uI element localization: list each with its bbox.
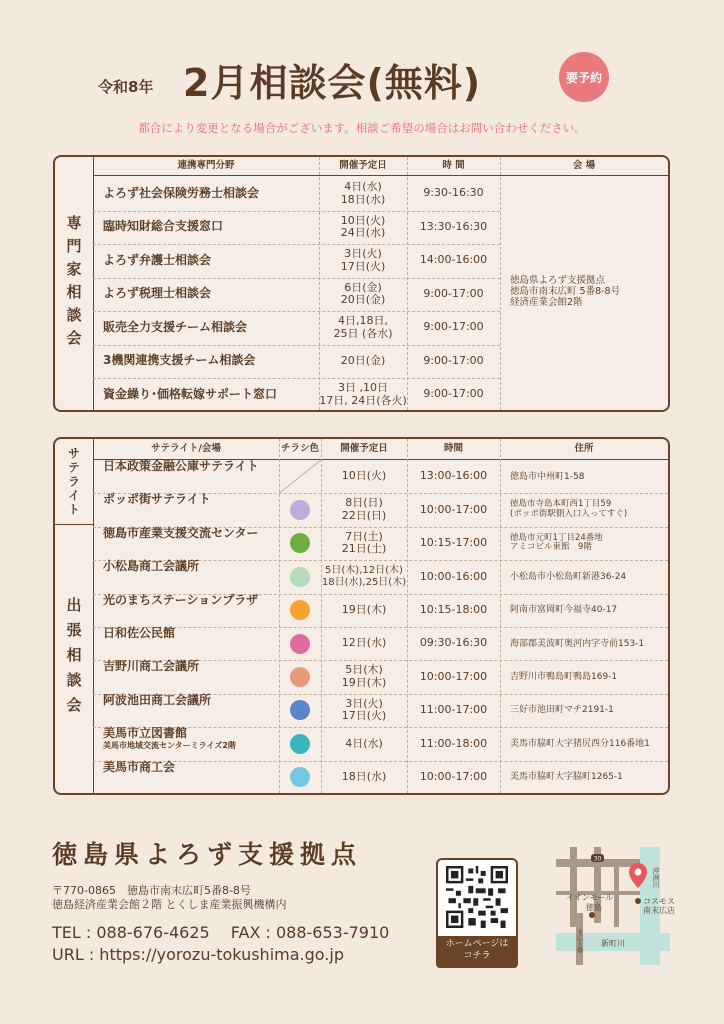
satellite-row [93,694,668,727]
expert-field-name: 資金繰り･価格転嫁サポート窓口 [103,386,278,401]
satellite-header-color: チラシ色 [280,442,319,454]
empty-color-slash [279,460,321,493]
contact-phone-fax: TEL : 088-676-4625 FAX : 088-653-7910 [52,923,390,942]
expert-side-label: 専門家相談会 [64,214,83,353]
expert-row [93,345,500,379]
satellite-row [93,727,668,760]
satellite-row [93,460,668,493]
satellite-address: 徳島市元町1丁目24番地 アミコビル東館 9階 [510,532,603,553]
satellite-row [93,594,668,627]
map-graphic [556,847,675,965]
expert-time: 9:00-17:00 [423,320,484,334]
satellite-address: 徳島市中州町1-58 [510,471,585,482]
satellite-header-date: 開催予定日 [340,442,388,454]
satellite-time: 10:00-16:00 [419,569,488,583]
expert-table [53,155,670,412]
satellite-venue-cell [93,761,279,794]
flyer-color-dot [290,667,310,687]
flyer-color-dot [290,500,310,520]
expert-time: 9:00-17:00 [423,353,484,367]
expert-date: 3日 ,10日 17日, 24日(各火) [319,381,407,407]
flyer-color-dot [290,734,310,754]
satellite-venue-name: 美馬市商工会 [103,759,176,774]
expert-venue: 徳島県よろず支援拠点 徳島市南末広町 5番8-8号 経済産業会館2階 [510,274,621,308]
flyer-color-cell [279,594,321,627]
satellite-venue-name: 徳島市産業支援交流センター [103,525,259,540]
reservation-badge: 要予約 [559,52,609,102]
satellite-address: 美馬市脇町大字脇町1265-1 [510,772,623,783]
flyer-color-dot [290,700,310,720]
satellite-venue-name: ポッポ街サテライト [103,492,211,507]
satellite-time: 10:15-18:00 [419,602,488,616]
page-title: 2月相談会(無料) [183,61,482,105]
satellite-header-venue: サテライト/会場 [151,442,221,454]
era-label: 令和8年 [98,78,154,96]
outreach-side-label: 出張相談会 [64,596,83,722]
location-map [556,847,675,965]
satellite-date: 12日(水) [341,636,387,650]
map-bridge-label: 末広大橋 [575,929,583,953]
satellite-date: 7日(土) 21日(土) [341,529,387,556]
expert-date: 4日(水) 18日(水) [340,180,386,206]
satellite-venue-cell [93,627,279,660]
expert-header-time: 時 間 [442,159,465,171]
satellite-address: 三好市池田町マチ2191-1 [510,705,614,716]
expert-time: 9:00-17:00 [423,387,484,401]
expert-row [93,378,500,412]
map-river-2-label: 新町川 [601,939,625,948]
expert-date: 20日(金) [340,353,386,367]
satellite-address: 海部郡美波町奥河内字寺前153-1 [510,638,645,649]
expert-row [93,177,500,211]
satellite-venue-cell [93,460,279,493]
flyer-color-cell [279,694,321,727]
map-landmark-label-1: コスモス [643,897,675,906]
satellite-venue-name: 日和佐公民館 [103,626,176,640]
satellite-time: 13:00-16:00 [419,469,488,483]
satellite-address: 小松島市小松島町新港36-24 [510,571,627,582]
satellite-venue-name: 吉野川商工会議所 [103,659,200,674]
organization-name: 徳島県よろず支援拠点 [52,840,363,869]
satellite-venue-cell [93,527,279,560]
expert-time: 14:00-16:00 [419,253,488,267]
satellite-date: 10日(火) [341,469,387,483]
map-landmark-label-2: 南末広店 [643,906,675,915]
satellite-date: 19日(木) [341,602,387,616]
satellite-address: 美馬市脇町大字猪尻西分116番地1 [510,738,650,749]
expert-field-name: 3機関連携支援チーム相談会 [103,353,256,368]
expert-row [93,244,500,278]
flyer-color-cell [279,560,321,593]
flyer-color-cell [279,493,321,526]
satellite-venue-name: 阿波池田商工会議所 [103,692,212,707]
expert-field-name: よろず社会保険労務士相談会 [103,185,260,200]
flyer-color-cell [279,527,321,560]
qr-label [436,936,518,968]
satellite-venue-cell [93,727,279,760]
expert-field-name: よろず弁護士相談会 [103,252,212,267]
expert-date: 10日(火) 24日(水) [340,213,386,240]
expert-row [93,211,500,245]
expert-field-name: よろず税理士相談会 [103,286,212,301]
flyer-color-cell [279,727,321,760]
satellite-row [93,761,668,794]
flyer-color-cell [279,660,321,693]
satellite-date: 5日(木),12日(木) 18日(水),25日(木) [321,565,407,588]
expert-date: 4日,18日, 25日 (各水) [333,314,393,340]
flyer-color-cell [279,627,321,660]
expert-row [93,311,500,345]
satellite-address: 徳島市寺島本町西1丁目59 (ポッポ街駅側入口入ってすぐ) [510,499,628,520]
expert-time: 9:30-16:30 [423,186,484,200]
expert-header-field: 連携専門分野 [177,159,235,171]
satellite-venue-cell [93,560,279,593]
satellite-time: 10:00-17:00 [419,502,488,516]
qr-label-text: ホームページは コチラ [445,939,509,961]
satellite-time: 10:00-17:00 [419,669,488,683]
expert-time: 13:30-16:30 [419,219,488,233]
satellite-venue-cell [93,493,279,526]
satellite-time: 10:15-17:00 [419,536,488,550]
satellite-time: 11:00-17:00 [419,703,488,717]
expert-field-name: 販売全力支援チーム相談会 [103,319,248,334]
satellite-time: 09:30-16:30 [419,636,488,650]
map-station-label: 徳島 [586,903,602,912]
satellite-row [93,660,668,693]
expert-date: 3日(火) 17日(火) [340,247,386,273]
satellite-row [93,560,668,593]
flyer-color-cell [279,460,321,493]
satellite-time: 11:00-18:00 [419,736,488,750]
satellite-row [93,527,668,560]
expert-header-venue: 会 場 [572,159,596,171]
qr-code-icon [446,866,508,928]
satellite-header-time: 時間 [443,442,463,454]
satellite-address: 阿南市富岡町今福寺40-17 [510,605,618,616]
flyer-color-dot [290,767,310,787]
flyer-color-dot [290,533,310,553]
notice-text: 都合により変更となる場合がございます。相談ご希望の場合はお問い合わせください。 [138,121,586,135]
satellite-address: 吉野川市鴨島町鴨島169-1 [510,671,618,682]
expert-date: 6日(金) 20日(金) [340,280,386,307]
map-mall-label: イオンモール [566,893,614,902]
expert-header-date: 開催予定日 [339,159,387,171]
satellite-date: 8日(日) 22日(日) [341,496,387,523]
satellite-header-address: 住所 [574,442,594,454]
address-line-2: 徳島経済産業会館２階 とくしま産業振興機構内 [52,898,287,911]
satellite-row [93,493,668,526]
satellite-venue-cell [93,660,279,693]
flyer-color-cell [279,761,321,794]
satellite-venue-cell [93,594,279,627]
satellite-date: 18日(水) [341,769,387,783]
map-river-1-label: 沖洲川 [652,867,660,888]
satellite-venue-name: 小松島商工会議所 [103,559,200,574]
satellite-table [53,437,670,795]
satellite-venue-name: 美馬市立図書館 [103,726,188,741]
address-line-1: 〒770-0865 徳島市南末広町5番8-8号 [52,884,251,897]
satellite-venue-sub: 美馬市地域交流センターミライズ2階 [103,740,236,750]
expert-time: 9:00-17:00 [423,286,484,300]
satellite-venue-name: 光のまちステーションプラザ [103,592,259,607]
website-url[interactable]: URL : https://yorozu-tokushima.go.jp [52,945,344,964]
flyer-color-dot [290,600,310,620]
satellite-venue-cell [93,694,279,727]
satellite-time: 10:00-17:00 [419,769,488,783]
satellite-date: 4日(水) [345,736,383,750]
map-route-label: 30 [593,855,602,863]
expert-field-name: 臨時知財総合支援窓口 [103,219,224,234]
satellite-venue-name: 日本政策金融公庫サテライト [103,459,259,473]
satellite-date: 5日(木) 19日(木) [341,663,387,690]
satellite-date: 3日(火) 17日(火) [341,696,387,723]
flyer-color-dot [290,567,310,587]
expert-row [93,278,500,312]
satellite-row [93,627,668,660]
satellite-side-label: サテライト [66,446,81,517]
flyer-color-dot [290,634,310,654]
